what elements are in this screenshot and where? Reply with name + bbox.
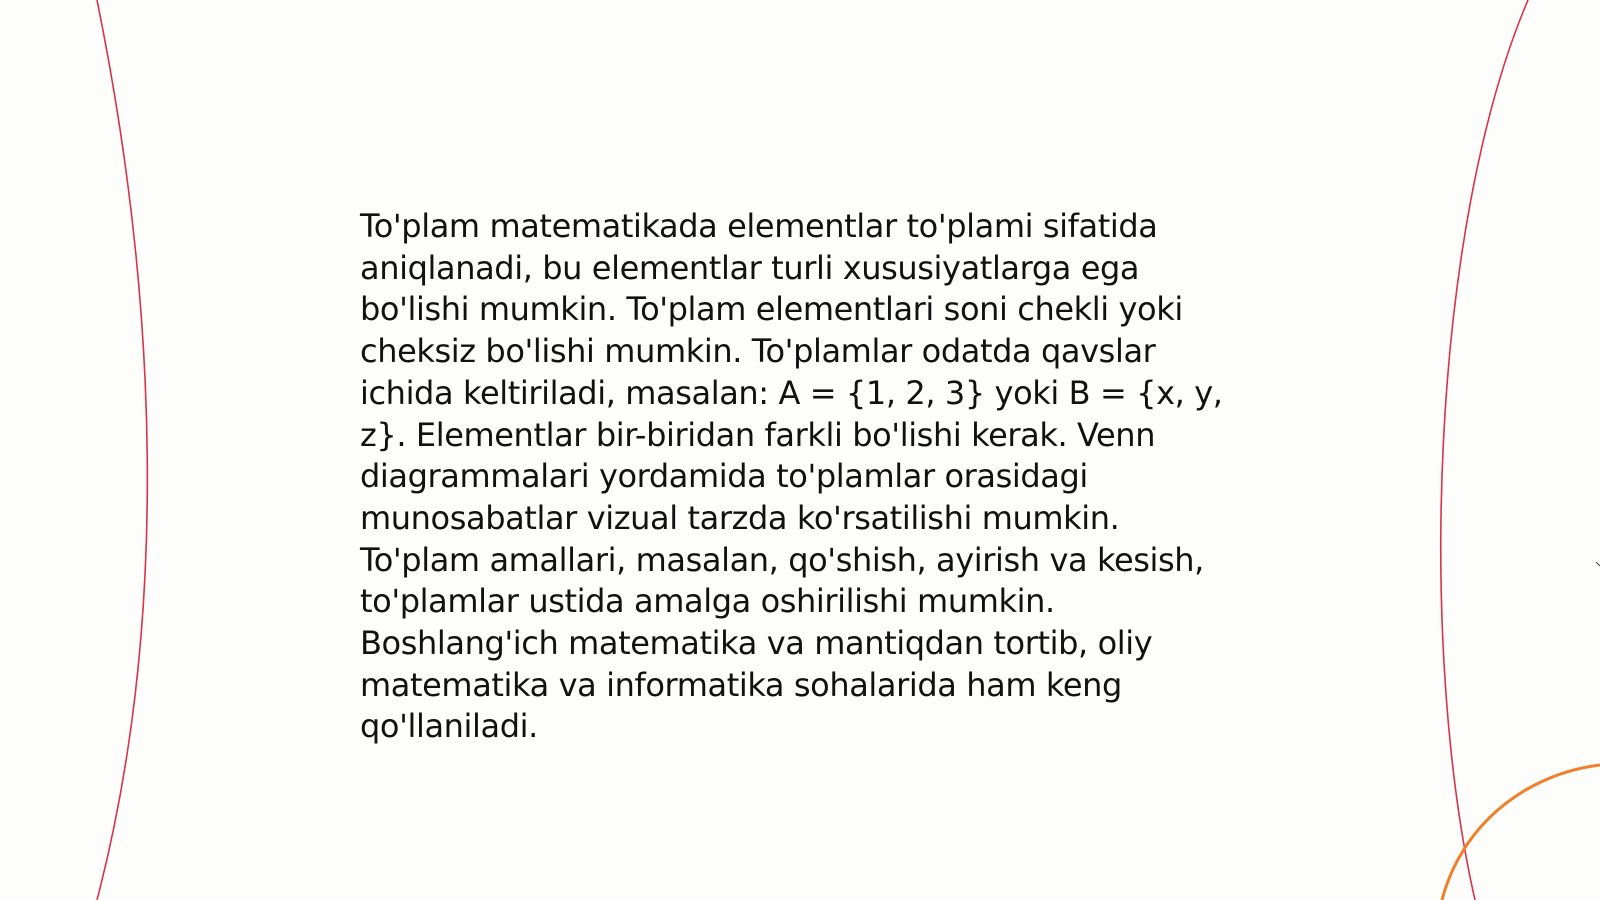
right-red-arc	[1441, 0, 1528, 900]
body-line-4: cheksiz bo'lishi mumkin. To'plamlar odatda qavslar	[360, 332, 1156, 371]
body-line-10: to'plamlar ustida amalga oshirilishi mumkin.	[360, 582, 1055, 621]
body-line-6: z}. Elementlar bir-biridan farkli bo'lishi kerak. Venn	[360, 415, 1156, 454]
body-line-1: To'plam matematikada elementlar to'plami sifatida	[360, 207, 1158, 245]
left-red-arc	[97, 0, 147, 900]
body-line-7: diagrammalari yordamida to'plamlar orasidagi	[360, 457, 1088, 496]
body-text	[360, 206, 1240, 748]
body-line-12: matematika va informatika sohalarida ham keng	[360, 665, 1122, 704]
body-line-13: qo'llaniladi.	[360, 707, 538, 746]
right-edge-tick	[1596, 562, 1600, 566]
bottom-right-orange-arc	[1442, 765, 1600, 900]
body-line-9: To'plam amallari, masalan, qo'shish, ayirish va kesish,	[360, 540, 1204, 579]
body-line-8: munosabatlar vizual tarzda ko'rsatilishi mumkin.	[360, 498, 1120, 537]
body-line-3: bo'lishi mumkin. To'plam elementlari soni chekli yoki	[360, 290, 1183, 329]
body-line-5: ichida keltiriladi, masalan: A = {1, 2, 3} yoki B = {x, y,	[360, 373, 1223, 412]
body-line-2: aniqlanadi, bu elementlar turli xususiyatlarga ega	[360, 248, 1140, 287]
body-line-11: Boshlang'ich matematika va mantiqdan tortib, oliy	[360, 624, 1153, 663]
